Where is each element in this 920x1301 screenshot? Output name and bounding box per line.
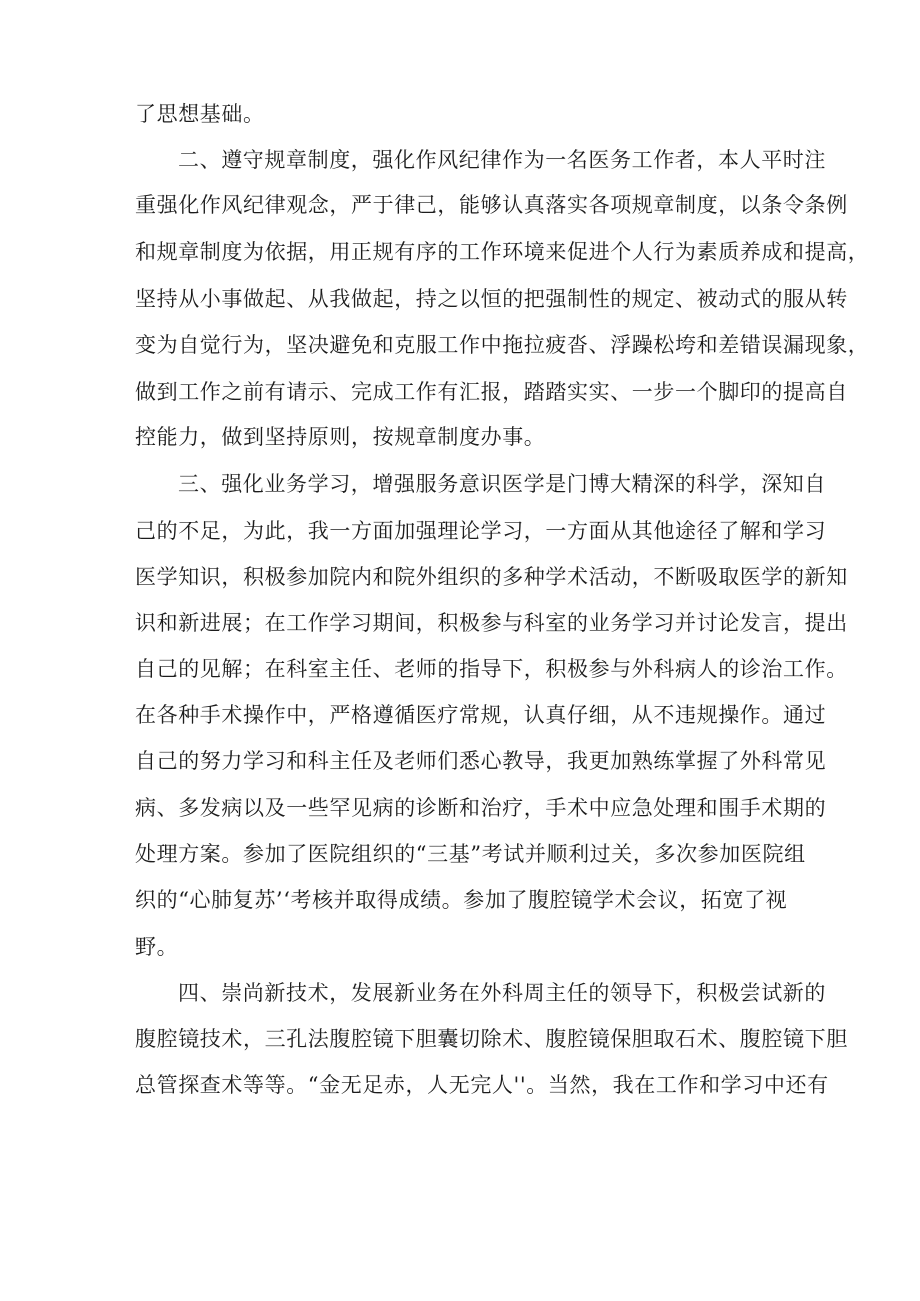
text-line: 己的不足，为此，我一方面加强理论学习，一方面从其他途径了解和学习	[135, 519, 827, 543]
text-line: 病、多发病以及一些罕见病的诊断和治疗，手术中应急处理和围手术期的	[135, 796, 827, 820]
text-line: 和规章制度为依据，用正规有序的工作环境来促进个人行为素质养成和提高，	[135, 240, 870, 264]
text-line: 自己的努力学习和科主任及老师们悉心教导，我更加熟练掌握了外科常见	[135, 749, 827, 773]
section-heading-line: 四、崇尚新技术，发展新业务在外科周主任的领导下，积极尝试新的	[178, 981, 826, 1005]
section-heading-line: 三、强化业务学习，增强服务意识医学是门博大精深的科学，深知自	[178, 472, 826, 496]
text-line: 了思想基础。	[135, 102, 265, 126]
text-line: 自己的见解；在科室主任、老师的指导下，积极参与外科病人的诊治工作。	[135, 657, 848, 681]
text-line: 腹腔镜技术，三孔法腹腔镜下胆囊切除术、腹腔镜保胆取石术、腹腔镜下胆	[135, 1027, 848, 1051]
text-line: 控能力，做到坚持原则，按规章制度办事。	[135, 425, 546, 449]
text-line: 织的“心肺复苏’‘考核并取得成绩。参加了腹腔镜学术会议，拓宽了视	[135, 888, 788, 912]
text-line: 处理方案。参加了医院组织的“三基”考试并顺利过关，多次参加医院组	[135, 842, 806, 866]
text-line: 医学知识，积极参加院内和院外组织的多种学术活动，不断吸取医学的新知	[135, 565, 848, 589]
text-line: 重强化作风纪律观念，严于律己，能够认真落实各项规章制度，以条令条例	[135, 193, 848, 217]
text-line: 在各种手术操作中，严格遵循医疗常规，认真仔细，从不违规操作。通过	[135, 703, 827, 727]
text-line: 坚持从小事做起、从我做起，持之以恒的把强制性的规定、被动式的服从转	[135, 287, 848, 311]
text-line: 识和新进展；在工作学习期间，积极参与科室的业务学习并讨论发言，提出	[135, 611, 848, 635]
text-line: 变为自觉行为，坚决避免和克服工作中拖拉疲沓、浮躁松垮和差错误漏现象，	[135, 333, 870, 357]
text-line: 做到工作之前有请示、完成工作有汇报，踏踏实实、一步一个脚印的提高自	[135, 380, 848, 404]
text-line: 总管探查术等等。“金无足赤，人无完人''。当然，我在工作和学习中还有	[135, 1073, 829, 1097]
text-line: 野。	[135, 935, 179, 959]
section-heading-line: 二、遵守规章制度，强化作风纪律作为一名医务工作者，本人平时注	[178, 148, 826, 172]
